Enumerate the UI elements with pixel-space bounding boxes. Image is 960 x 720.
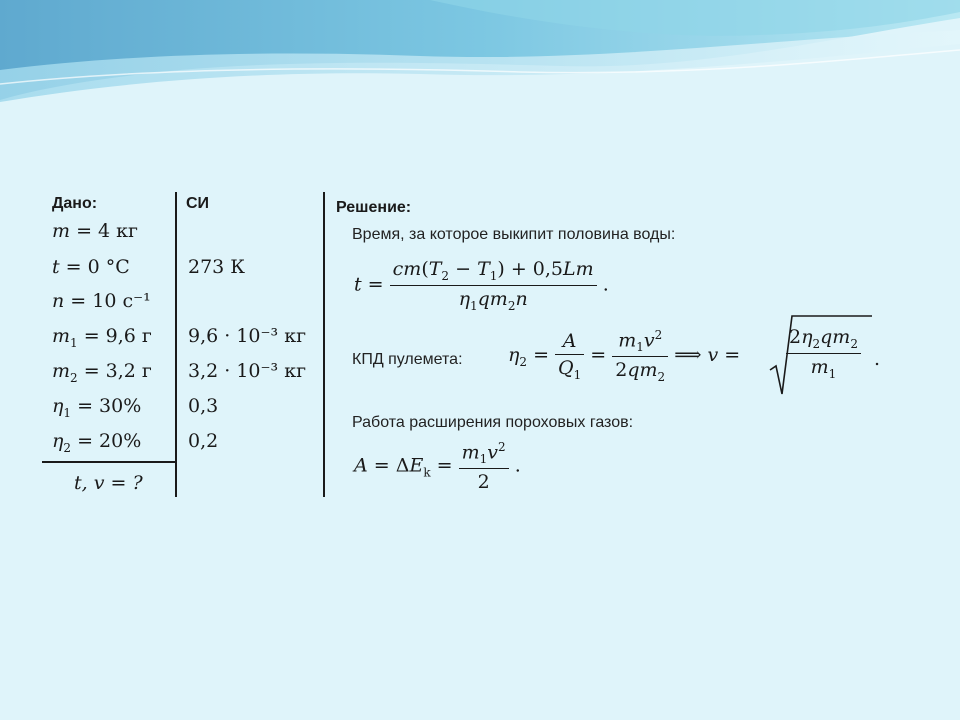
si-row: 273 К (188, 256, 246, 278)
given-unknown-separator (42, 461, 176, 463)
time-formula: t = $\frac{cm(T_2 - T_1) + 0,5Lm}{\eta_1qm_2n}$ . (354, 258, 609, 313)
given-si-divider (175, 192, 177, 497)
given-row: $\eta_2 = 20\%$ (52, 430, 142, 455)
given-row: m = 4 кг (52, 220, 138, 242)
given-row: $m_1 = 9,6$ г (52, 325, 152, 350)
solution-line-work: Работа расширения пороховых газов: (352, 414, 634, 431)
given-row: t = 0 °C (52, 256, 130, 278)
si-header: СИ (186, 195, 210, 212)
si-row: 3,2 · 10⁻³ кг (188, 360, 307, 382)
solution-header: Решение: (336, 199, 412, 216)
solution-line-time: Время, за которое выкипит половина воды: (352, 226, 676, 243)
si-solution-divider (323, 192, 325, 497)
given-row: $\eta_1 = 30\%$ (52, 395, 142, 420)
speed-formula: $\frac{2\eta_2qm_2}{m_1}$ (786, 326, 861, 381)
speed-formula-period: . (874, 348, 881, 370)
si-row: 9,6 · 10⁻³ кг (188, 325, 307, 347)
kpd-label: КПД пулемета: (352, 351, 463, 368)
unknown-row: t, v = ? (74, 472, 143, 494)
kpd-formula: $\eta_2$ = $\frac{A}{Q_1}$ = $\frac{m_1v^2}{2qm_2}$ ⟹ v = (508, 328, 741, 384)
given-header: Дано: (52, 195, 98, 212)
si-row: 0,3 (188, 395, 219, 417)
si-row: 0,2 (188, 430, 219, 452)
work-formula: $A = \Delta E_k$ = $\frac{m_1v^2}{2}$ . (354, 440, 521, 494)
given-row: n = 10 с⁻¹ (52, 290, 151, 312)
given-row: $m_2 = 3,2$ г (52, 360, 152, 385)
